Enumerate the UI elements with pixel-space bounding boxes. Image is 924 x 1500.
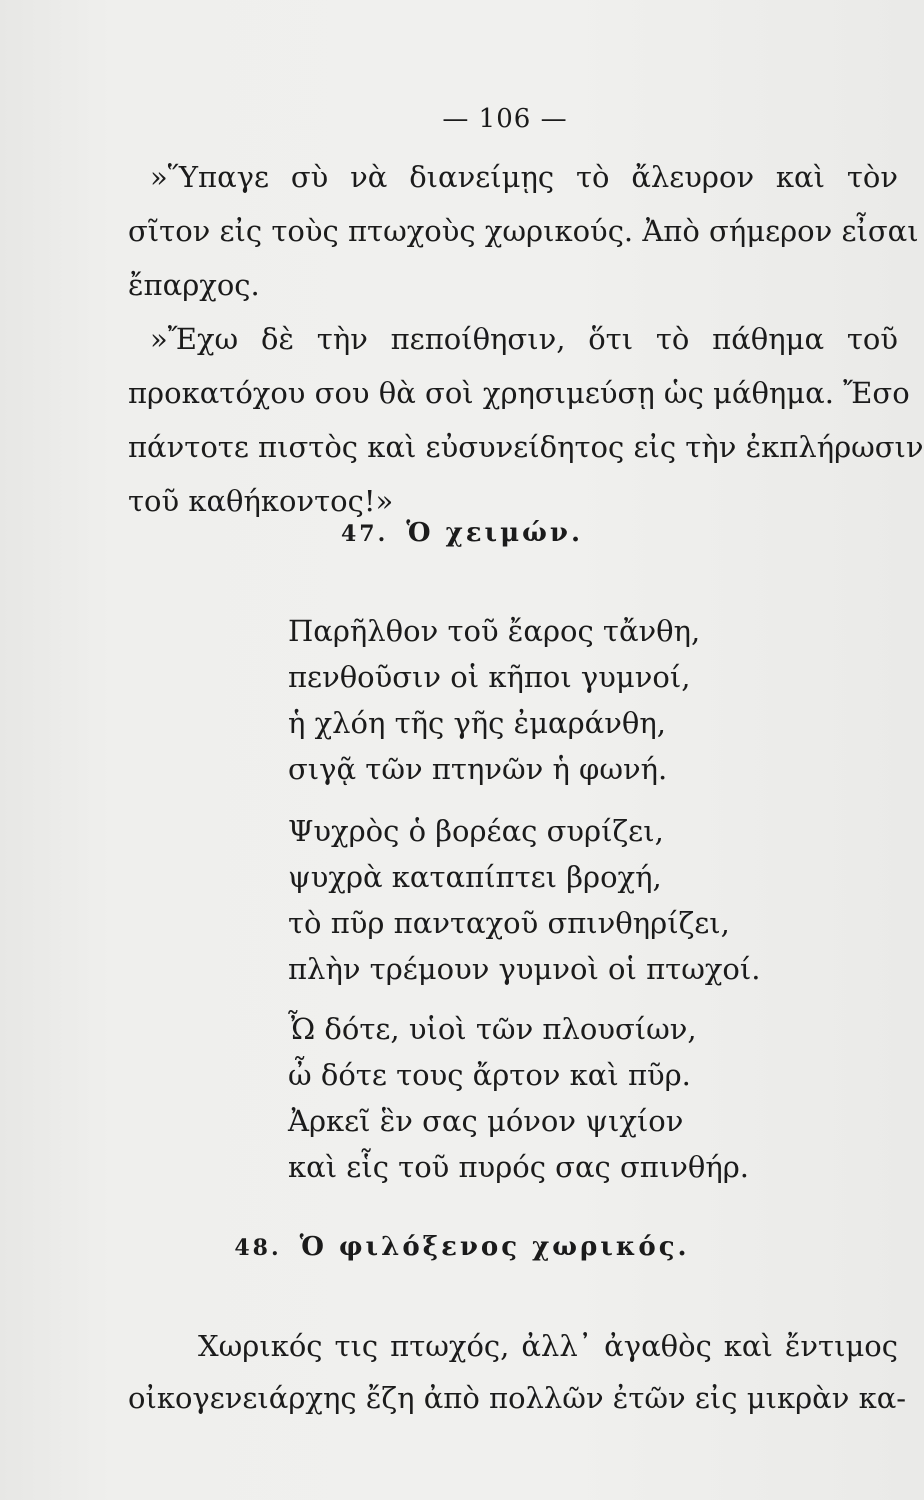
text-line: οἰκογενειάρχης ἔζη ἀπὸ πολλῶν ἐτῶν εἰς μικρὰν κα- bbox=[128, 1381, 907, 1415]
section-title: Ὁ φιλόξενος χωρικός. bbox=[299, 1232, 690, 1262]
section-title: Ὁ χειμών. bbox=[406, 518, 583, 548]
page-number: — 106 — bbox=[442, 104, 568, 134]
poem-stanza bbox=[288, 1006, 808, 1190]
text-line: τοῦ καθήκοντος!» bbox=[128, 484, 394, 518]
text-line: προκατόχου σου θὰ σοὶ χρησιμεύσῃ ὡς μάθημα. Ἔσο bbox=[128, 376, 910, 410]
poem-stanza bbox=[288, 808, 808, 992]
poem-verse: Ἀρκεῖ ἓν σας μόνον ψιχίον bbox=[288, 1104, 684, 1138]
text-line: ἔπαρχος. bbox=[128, 268, 260, 302]
poem-verse: πλὴν τρέμουν γυμνοὶ οἱ πτωχοί. bbox=[288, 952, 761, 986]
text-line: σῖτον εἰς τοὺς πτωχοὺς χωρικούς. Ἀπὸ σήμερον εἶσαι bbox=[128, 214, 919, 248]
poem-verse: καὶ εἷς τοῦ πυρός σας σπινθήρ. bbox=[288, 1150, 749, 1184]
text-line: Χωρικός τις πτωχός, ἀλλ᾽ ἀγαθὸς καὶ ἔντιμος bbox=[198, 1329, 898, 1363]
section-number: 48. bbox=[234, 1235, 282, 1261]
poem-verse: Ὦ δότε, υἱοὶ τῶν πλουσίων, bbox=[288, 1012, 697, 1046]
poem-verse: πενθοῦσιν οἱ κῆποι γυμνοί, bbox=[288, 660, 691, 694]
text-line: »Ὕπαγε σὺ νὰ διανείμῃς τὸ ἄλευρον καὶ τὸν bbox=[150, 160, 898, 194]
poem-verse: Παρῆλθον τοῦ ἔαρος τἄνθη, bbox=[288, 614, 701, 648]
poem-verse: ἡ χλόη τῆς γῆς ἐμαράνθη, bbox=[288, 706, 666, 740]
poem-verse: τὸ πῦρ πανταχοῦ σπινθηρίζει, bbox=[288, 906, 730, 940]
poem-verse: Ψυχρὸς ὁ βορέας συρίζει, bbox=[288, 814, 664, 848]
text-line: »Ἔχω δὲ τὴν πεποίθησιν, ὅτι τὸ πάθημα τοῦ bbox=[150, 322, 898, 356]
section-heading-48 bbox=[0, 1232, 924, 1262]
poem-verse: σιγᾷ τῶν πτηνῶν ἡ φωνή. bbox=[288, 752, 668, 786]
section-48-paragraph bbox=[128, 1320, 907, 1424]
poem-stanza bbox=[288, 608, 808, 792]
section-heading-47 bbox=[0, 518, 924, 548]
poem-verse: ὦ δότε τους ἄρτον καὶ πῦρ. bbox=[288, 1058, 691, 1092]
intro-paragraph bbox=[128, 150, 924, 528]
poem-verse: ψυχρὰ καταπίπτει βροχή, bbox=[288, 860, 662, 894]
section-number: 47. bbox=[341, 521, 389, 547]
text-line: πάντοτε πιστὸς καὶ εὐσυνείδητος εἰς τὴν ἐκπλήρωσιν bbox=[128, 430, 924, 464]
